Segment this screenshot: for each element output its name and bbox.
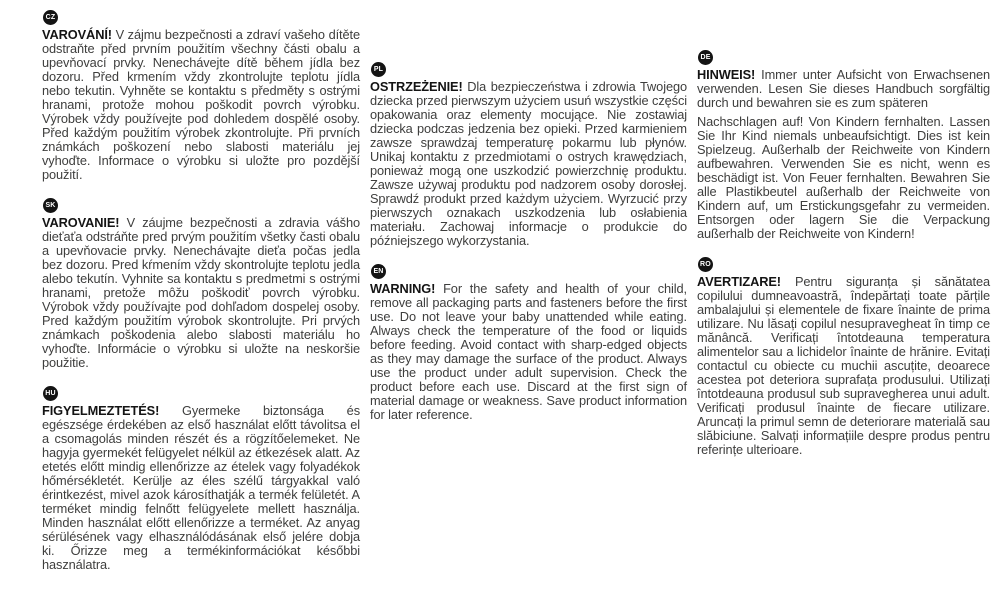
- section-sk: [42, 198, 360, 370]
- warning-heading-de: HINWEIS!: [697, 67, 756, 82]
- warning-heading-pl: OSTRZEŻENIE!: [370, 79, 463, 94]
- language-badge-ro: RO: [698, 257, 713, 272]
- warning-paragraph-de-1: [697, 68, 990, 110]
- language-badge-cz: CZ: [43, 10, 58, 25]
- warning-heading-hu: FIGYELMEZTETÉS!: [42, 403, 160, 418]
- warning-heading-ro: AVERTIZARE!: [697, 274, 781, 289]
- section-pl: [370, 62, 687, 248]
- warning-text-de-2: Nachschlagen auf! Von Kindern fernhalten. Lassen Sie Ihr Kind niemals unbeaufsichtigt. Dies ist kein Spielzeug. Außerhalb der Reichweite von Kindern aufbewahren. Verwenden Sie es nicht, wenn es beschädigt ist. Von Feuer fernhalten. Bewahren Sie alle Plastikbeutel außerhalb der Reichweite von Kindern auf, um Erstickungsgefahr zu vermeiden. Entsorgen oder lagern Sie die Verpackung außerhalb der Reichweite von Kindern!: [697, 114, 990, 241]
- language-badge-pl: PL: [371, 62, 386, 77]
- column-2: [370, 0, 687, 438]
- warning-paragraph-pl: [370, 80, 687, 248]
- warning-heading-sk: VAROVANIE!: [42, 215, 120, 230]
- warning-paragraph-hu: [42, 404, 360, 572]
- section-en: [370, 264, 687, 422]
- warning-paragraph-de-2: [697, 115, 990, 241]
- warning-heading-cz: VAROVÁNÍ!: [42, 27, 112, 42]
- warning-text-pl: Dla bezpieczeństwa i zdrowia Twojego dziecka przed pierwszym użyciem usuń wszystkie części opakowania oraz elementy mocujące. Nie zostawiaj dziecka podczas jedzenia bez opieki. Przed karmieniem zawsze sprawdzaj temperaturę pokarmu lub płynów. Unikaj kontaktu z przedmiotami o ostrych krawędziach, ponieważ mogą one uszkodzić powierzchnię produktu. Zawsze używaj produktu pod nadzorem osoby dorosłej. Sprawdź produkt przed każdym użyciem. Wyrzucić przy pierwszych oznakach uszkodzenia lub osłabienia materiału. Zachowaj informacje o produkcie do późniejszego wykorzystania.: [370, 79, 687, 248]
- warning-text-hu: Gyermeke biztonsága és egészsége érdekében az első használat előtt távolitsa el a csomagolás minden részét és a rögzítőelemeket. Ne hagyja gyermekét felügyelet nélkül az étkezések alatt. Az etetés előtt mindig ellenőrizze az ételek vagy folyadékok hőmérsékletét. Kerülje az éles szélű tárgyakkal való érintkezést, mivel azok károsíthatják a termék felületét. A terméket mindig felnőtt felügyelete mellett használja. Minden használat előtt ellenőrizze a terméket. Az anyag sérülésének vagy elhasználódásának első jelére dobja ki. Őrizze meg a termékinformációkat későbbi használatra.: [42, 403, 360, 572]
- language-badge-hu: HU: [43, 386, 58, 401]
- warning-text-en: For the safety and health of your child, remove all packaging parts and fasteners before the first use. Do not leave your baby unattended while eating. Always check the temperature of the food or liquids before feeding. Avoid contact with sharp-edged objects as they may damage the surface of the product. Always use the product under adult supervision. Check the product before each use. Discard at the first sign of material damage or weakness. Save product information for later reference.: [370, 281, 687, 422]
- warning-paragraph-cz: [42, 28, 360, 182]
- warning-paragraph-en: [370, 282, 687, 422]
- column-3: [697, 0, 990, 473]
- column-1: [42, 0, 360, 588]
- warning-paragraph-ro: [697, 275, 990, 457]
- language-badge-sk: SK: [43, 198, 58, 213]
- section-cz: [42, 10, 360, 182]
- section-hu: [42, 386, 360, 572]
- warning-text-cz: V zájmu bezpečnosti a zdraví vašeho dítěte odstraňte před prvním použitím všechny části obalu a upevňovací prvky. Nenechávejte dítě během jídla bez dozoru. Před krmením vždy zkontrolujte teplotu jídla nebo tekutin. Vyhněte se kontaktu s předměty s ostrými hranami, protože mohou poškodit povrch výrobku. Výrobek vždy používejte pod dohledem dospělé osoby. Před každým použitím výrobek zkontrolujte. Při prvních známkách poškození nebo slabosti materiálu jej vyhoďte. Informace o výrobku si uložte pro pozdější použití.: [42, 27, 360, 182]
- warning-text-sk: V záujme bezpečnosti a zdravia vášho dieťaťa odstráňte pred prvým použitím všetky časti obalu a upevňovacie prvky. Nenechávajte dieťa počas jedla bez dozoru. Pred kŕmením vždy skontrolujte teplotu jedla alebo tekutín. Vyhnite sa kontaktu s predmetmi s ostrými hranami, pretože môžu poškodiť povrch výrobku. Výrobok vždy používajte pod dohľadom dospelej osoby. Pred každým použitím výrobok skontrolujte. Pri prvých známkach poškodenia alebo slabosti materiálu ho vyhoďte. Informácie o výrobku si uložte na neskoršie použitie.: [42, 215, 360, 370]
- section-ro: [697, 257, 990, 457]
- warning-paragraph-sk: [42, 216, 360, 370]
- language-badge-de: DE: [698, 50, 713, 65]
- warning-text-ro: Pentru siguranța și sănătatea copilului dumneavoastră, îndepărtați toate părțile ambalajului și elementele de fixare înainte de prima utilizare. Nu lăsați copilul nesupravegheat în timp ce mănâncă. Verificați întotdeauna temperatura alimentelor sau a lichidelor înainte de hrănire. Evitați contactul cu obiecte cu muchii ascuțite, deoarece acestea pot deteriora suprafața produsului. Utilizați întotdeauna produsul sub supravegherea unui adult. Verificați produsul înainte de fiecare utilizare. Aruncați la primul semn de deteriorare materială sau slăbiciune. Salvați informațiile despre produs pentru referințe ulterioare.: [697, 274, 990, 457]
- warning-text-de-1: Immer unter Aufsicht von Erwachsenen verwenden. Lesen Sie dieses Handbuch sorgfältig durch und bewahren sie es zum späteren: [697, 67, 990, 110]
- warning-heading-en: WARNING!: [370, 281, 436, 296]
- section-de: [697, 50, 990, 241]
- language-badge-en: EN: [371, 264, 386, 279]
